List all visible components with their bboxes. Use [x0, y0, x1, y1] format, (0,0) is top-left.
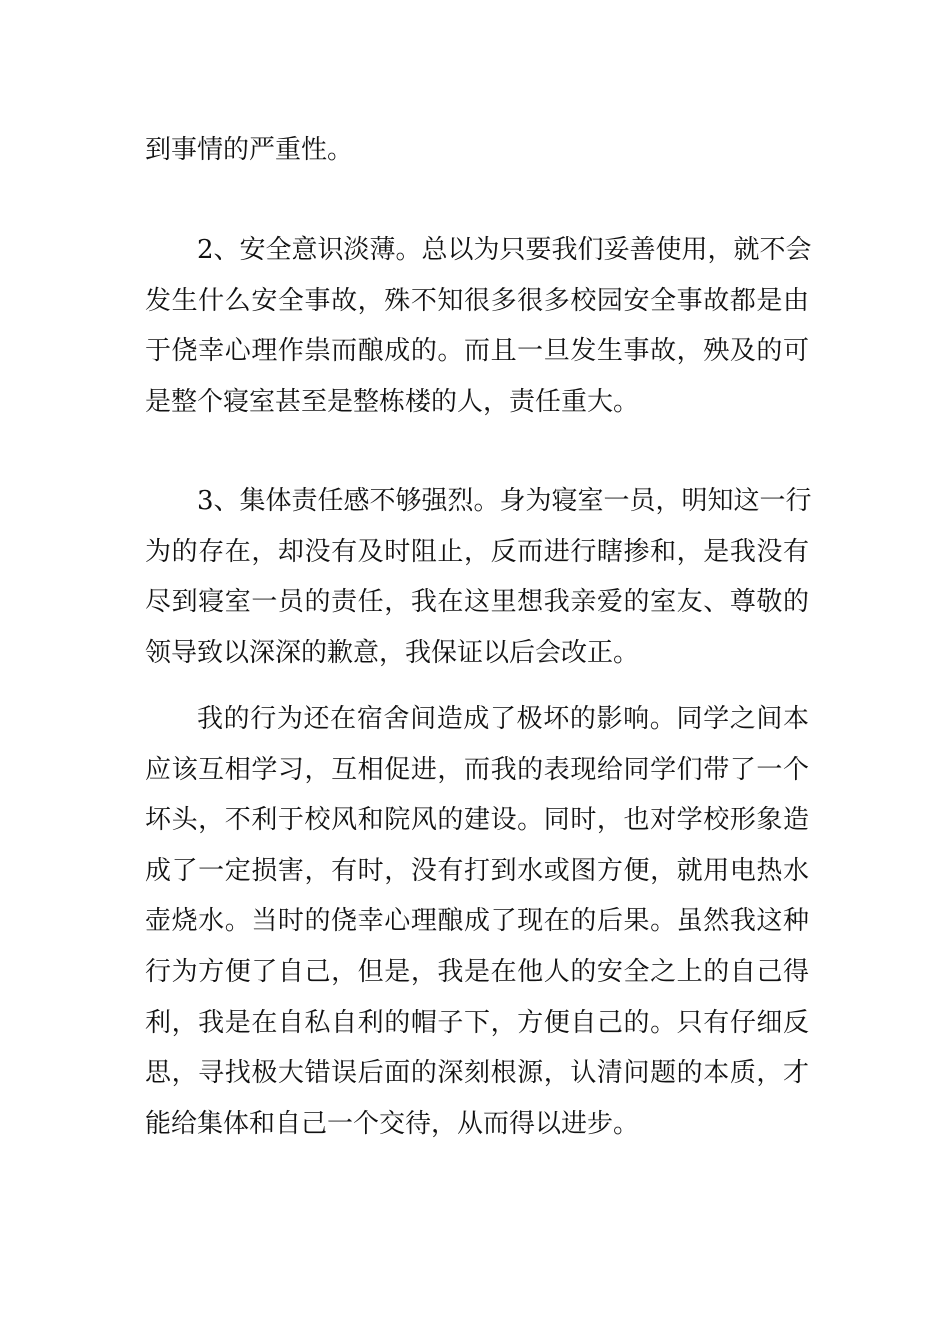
paragraph-line: 行为方便了自己，但是，我是在他人的安全之上的自己得 — [145, 956, 809, 987]
paragraph-line: 3、集体责任感不够强烈。身为寝室一员，明知这一行 — [197, 486, 812, 516]
paragraph-line: 成了一定损害，有时，没有打到水或图方便，就用电热水 — [145, 855, 809, 886]
paragraph-line: 2、安全意识淡薄。总以为只要我们妥善使用，就不会 — [197, 235, 812, 265]
paragraph-1 — [145, 125, 809, 176]
paragraph-line: 尽到寝室一员的责任，我在这里想我亲爱的室友、尊敬的 — [145, 587, 809, 618]
paragraph-line: 到事情的严重性。 — [145, 135, 354, 165]
paragraph-2 — [145, 225, 812, 427]
paragraph-3 — [145, 476, 812, 678]
paragraph-line: 于侥幸心理作祟而酿成的。而且一旦发生事故，殃及的可 — [145, 336, 809, 367]
paragraph-line: 我的行为还在宿舍间造成了极坏的影响。同学之间本 — [197, 704, 809, 734]
paragraph-line: 思，寻找极大错误后面的深刻根源，认清问题的本质，才 — [145, 1058, 809, 1089]
paragraph-line: 能给集体和自己一个交待，从而得以进步。 — [145, 1108, 640, 1139]
paragraph-line: 壶烧水。当时的侥幸心理酿成了现在的后果。虽然我这种 — [145, 906, 809, 937]
paragraph-line: 应该互相学习，互相促进，而我的表现给同学们带了一个 — [145, 754, 809, 785]
paragraph-4 — [145, 694, 809, 1149]
paragraph-line: 为的存在，却没有及时阻止，反而进行瞎掺和，是我没有 — [145, 536, 809, 567]
paragraph-line: 利，我是在自私自利的帽子下，方便自己的。只有仔细反 — [145, 1007, 809, 1038]
paragraph-line: 坏头，不利于校风和院风的建设。同时，也对学校形象造 — [145, 805, 809, 836]
paragraph-line: 领导致以深深的歉意，我保证以后会改正。 — [145, 637, 640, 668]
paragraph-line: 发生什么安全事故，殊不知很多很多校园安全事故都是由 — [145, 285, 809, 316]
paragraph-line: 是整个寝室甚至是整栋楼的人，责任重大。 — [145, 386, 640, 417]
